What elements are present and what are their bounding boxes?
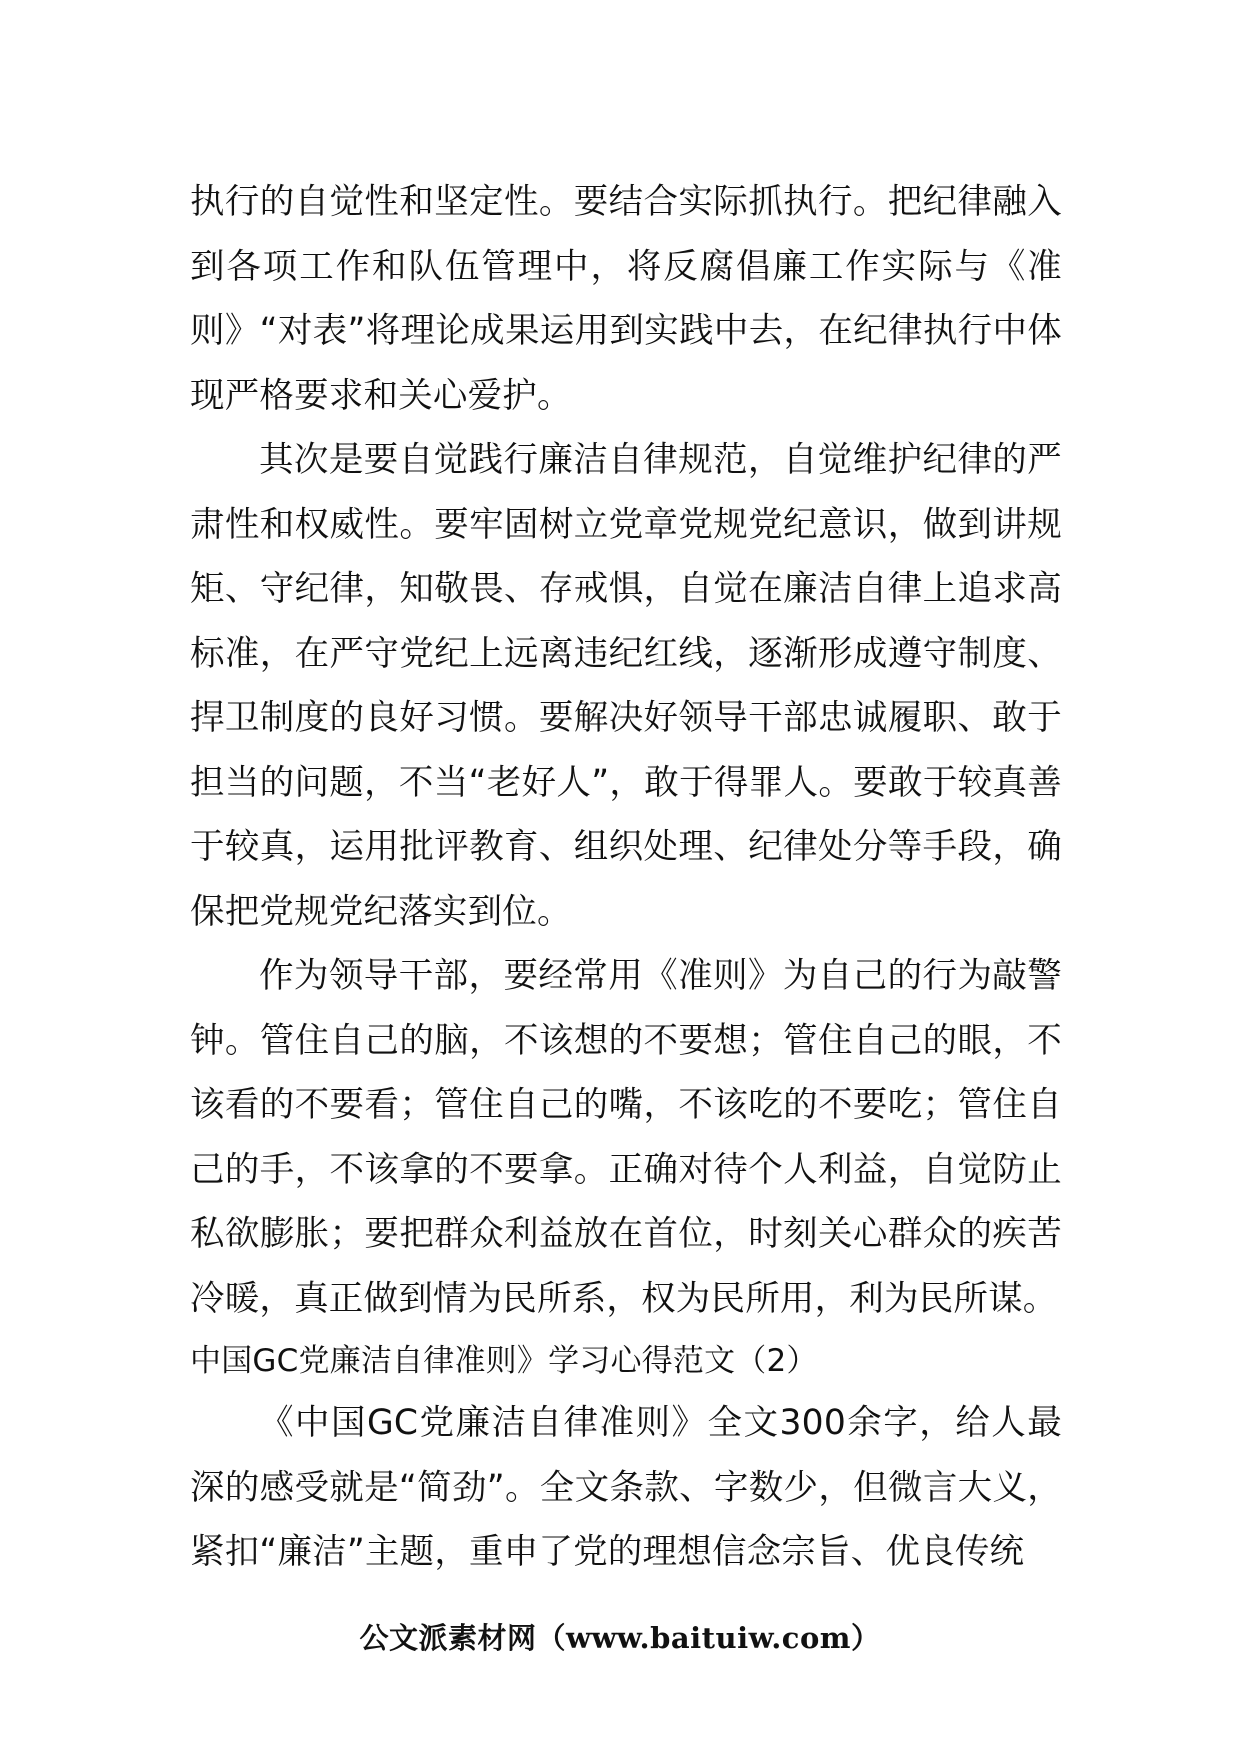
paragraph-continuation: 执行的自觉性和坚定性。要结合实际抓执行。把纪律融入到各项工作和队伍管理中，将反腐倡廉工作实际与《准则》“对表”将理论成果运用到实践中去，在纪律执行中体现严格要求和关心爱护。 xyxy=(190,182,1062,416)
paragraph-fourth: 《中国GC党廉洁自律准则》全文300余字，给人最深的感受就是“简劲”。全文条款、字数少，但微言大义，紧扣“廉洁”主题，重申了党的理想信念宗旨、优良传统 xyxy=(190,1403,1062,1572)
section-heading: 中国GC党廉洁自律准则》学习心得范文（2） xyxy=(190,1343,818,1379)
document-body xyxy=(190,170,1062,1585)
paragraph-third: 作为领导干部，要经常用《准则》为自己的行为敲警钟。管住自己的脑，不该想的不要想；管住自己的眼，不该看的不要看；管住自己的嘴，不该吃的不要吃；管住自己的手，不该拿的不要拿。正确对待个人利益，自觉防止私欲膨胀；要把群众利益放在首位，时刻关心群众的疾苦冷暖，真正做到情为民所系，权为民所用，利为民所谋。 xyxy=(190,956,1062,1319)
paragraph-second: 其次是要自觉践行廉洁自律规范，自觉维护纪律的严肃性和权威性。要牢固树立党章党规党纪意识，做到讲规矩、守纪律，知敬畏、存戒惧，自觉在廉洁自律上追求高标准，在严守党纪上远离违纪红线，逐渐形成遵守制度、捍卫制度的良好习惯。要解决好领导干部忠诚履职、敢于担当的问题，不当“老好人”，敢于得罪人。要敢于较真善于较真，运用批评教育、组织处理、纪律处分等手段，确保把党规党纪落实到位。 xyxy=(190,440,1062,932)
page-footer-watermark: 公文派素材网（www.baituiw.com） xyxy=(359,1621,881,1655)
